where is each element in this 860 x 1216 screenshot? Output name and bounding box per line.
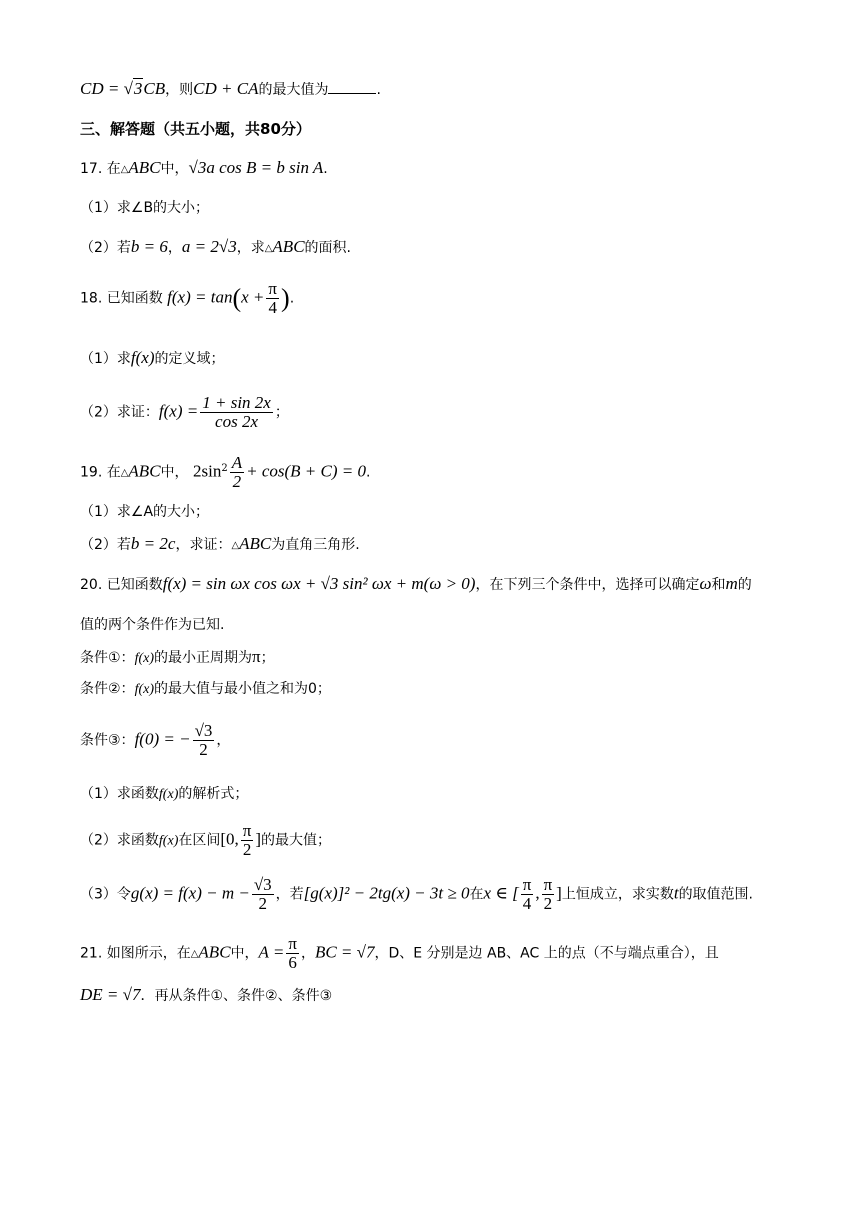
section-heading: 三、解答题（共五小题，共80分） bbox=[80, 120, 311, 138]
q20-condition3: 条件③：f(0) = − $\frac{√3}{2}$ ， bbox=[80, 721, 231, 759]
q20-part2: （2）求函数f(x)在区间[0, $\frac{\pi}{2}$ ]的最大值； bbox=[80, 821, 332, 859]
q20-condition1: 条件①：f(x)的最小正周期为π； bbox=[80, 647, 275, 666]
q16-tail: CD = √3CB，则CD + CA的最大值为 . bbox=[80, 79, 381, 98]
q19-stem: 19. 在△ABC中， $2\sin^2$ $\frac{A}{2}$ + cos(B + C) = 0. bbox=[80, 453, 371, 491]
q16-ask: 的最大值为 bbox=[258, 82, 329, 98]
q16-sep: ，则 bbox=[165, 82, 194, 98]
q21-stem-line2: DE = √7．再从条件①、条件②、条件③ bbox=[80, 985, 333, 1004]
q20-condition2: 条件②：f(x)的最大值与最小值之和为0； bbox=[80, 681, 331, 697]
q20-part3: （3）令g(x) = f(x) − m − $\frac{√3}{2}$ ，若[g(x)]² − 2tg(x) − 3t ≥ 0在x ∈ [ $\frac{\pi}{4}$ , $\frac{\pi}{2}$ ]上恒成立，求实数t的取值范围. bbox=[80, 875, 754, 913]
q17-part2: （2）若b = 6，a = 2√3，求△ABC的面积. bbox=[80, 237, 351, 256]
q18-part2: （2）求证：f(x) = $\frac{1 + \sin 2x}{\cos 2x}$ ； bbox=[80, 393, 289, 431]
q20-stem-line2: 值的两个条件作为已知. bbox=[80, 617, 225, 633]
answer-blank bbox=[328, 79, 376, 94]
q19-part2: （2）若b = 2c，求证：△ABC为直角三角形. bbox=[80, 534, 360, 553]
q16-target: CD + CA bbox=[193, 79, 259, 98]
q18-stem: 18. 已知函数 f(x) = tan(x + $\frac{\pi}{4}$ ). bbox=[80, 279, 295, 317]
q17-equation: √3a cos B = b sin A bbox=[188, 158, 324, 177]
q17-stem: 17. 在△ABC中，√3a cos B = b sin A. bbox=[80, 158, 328, 177]
q19-part1: （1）求∠A的大小； bbox=[80, 504, 210, 520]
q20-stem: 20. 已知函数f(x) = sin ωx cos ωx + √3 sin² ωx + m(ω > 0)，在下列三个条件中，选择可以确定ω和m的 bbox=[80, 574, 752, 593]
q21-stem: 21. 如图所示，在△ABC中，A = $\frac{\pi}{6}$ ，BC = √7，D、E 分别是边 AB、AC 上的点（不与端点重合），且 bbox=[80, 934, 719, 972]
q17-part1: （1）求∠B的大小； bbox=[80, 200, 210, 216]
q20-part1: （1）求函数f(x)的解析式； bbox=[80, 786, 249, 802]
q18-part1: （1）求f(x)的定义域； bbox=[80, 348, 225, 367]
